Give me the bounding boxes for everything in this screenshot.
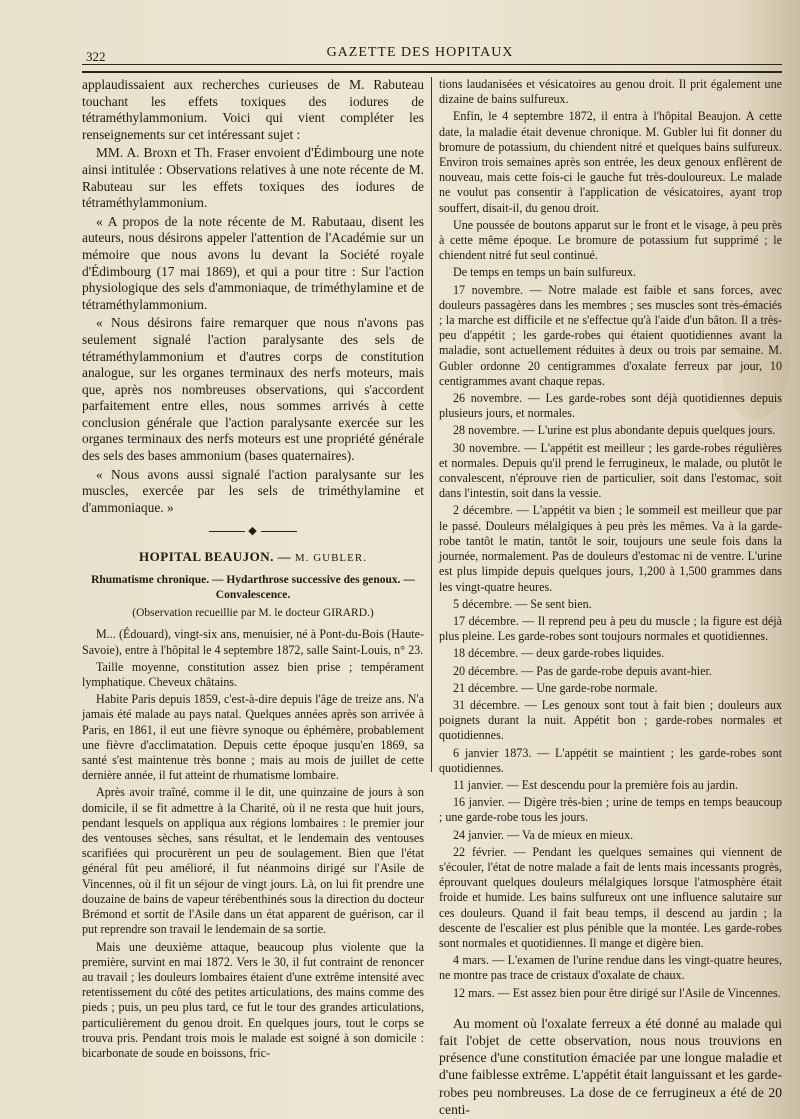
divider-ornament: ◆ <box>248 525 258 538</box>
dated-entry: 24 janvier. — Va de mieux en mieux. <box>453 827 634 842</box>
section-author: M. GUBLER. <box>294 552 367 565</box>
intro-paragraph: « Nous avons aussi signalé l'action paralysante sur les muscles, exercée par les sels de triméthylamine et d'ammoniaque. » <box>82 466 424 515</box>
dated-entry: 2 décembre. — L'appétit va bien ; le sommeil est meilleur que par le passé. Douleurs mélalgiques à peu près les mêmes. Va à la garde-robe tantôt le matin, tantôt le soir, toujours une seule fois dans la journée, normalement. Pas de douleurs d'estomac ni de ventre. L'urine est plus limpide depuis quelques jours, 1,200 à 1,500 grammes dans les vingt-quatre heures. <box>439 503 782 594</box>
dated-entry: 30 novembre. — L'appétit est meilleur ; les garde-robes régulières et normales. Depuis qu'il prend le ferrugineux, le malade, ou plutôt le convalescent, n'éprouve rien de particulier, soit dans l'estomac, soit dans l'intestin, soit dans la vessie. <box>439 440 782 501</box>
dated-entry: 28 novembre. — L'urine est plus abondante depuis quelques jours. <box>453 423 776 438</box>
header-rule-thick <box>82 71 782 73</box>
case-title: Rhumatisme chronique. — Hydarthrose successive des genoux. — Convalescence. <box>91 574 415 602</box>
dated-entry: 16 janvier. — Digère très-bien ; urine de temps en temps beaucoup ; une garde-robe tous les jours. <box>439 795 782 825</box>
page-number: 322 <box>86 49 106 64</box>
divider-line <box>209 531 245 532</box>
dated-entry: 21 décembre. — Une garde-robe normale. <box>453 680 658 695</box>
observation-note: (Observation recueillie par M. le docteur GIRARD.) <box>132 607 374 620</box>
intro-paragraph: « A propos de la note récente de M. Rabutaau, disent les auteurs, nous désirons appeler l'attention de l'Académie sur un mémoire que nous avons lu devant la Société royale d'Édimbourg (17 mai 1869), et qui a pour titre : Sur l'action physiologique des sels d'ammoniaque, de triméthylamine et de tétraméthylammonium. <box>82 213 424 312</box>
dated-entry: 22 février. — Pendant les quelques semaines qui viennent de s'écouler, l'état de notre malade a fait de lents mais incessants progrès, éprouvant quelques douleurs mélalgiques lorsque l'atmosphère était froide et humide. Les bains sulfureux ont une influence salutaire sur ces douleurs. Quand il fait beau temps, il descend au jardin ; la descente de l'escalier est plus pénible que la montée. Les garde-robes sont normales et quotidiennes. Il mange et digère bien. <box>439 844 782 950</box>
dated-entry: 11 janvier. — Est descendu pour la première fois au jardin. <box>453 777 739 792</box>
case-paragraph: tions laudanisées et vésicatoires au genou droit. Il prit également une dizaine de bains sulfureux. <box>439 77 782 107</box>
article-columns <box>82 77 782 1117</box>
dated-entry: 20 décembre. — Pas de garde-robe depuis avant-hier. <box>453 663 712 678</box>
intro-paragraph: MM. A. Broxn et Th. Fraser envoient d'Édimbourg une note ainsi intitulée : Observations relatives à une note récente de M. Rabuteau sur les effets toxiques des iodures de tétraméthylammonium. <box>82 145 424 211</box>
column-separator <box>431 77 432 772</box>
dated-entry: 18 décembre. — deux garde-robes liquides. <box>453 646 665 661</box>
dated-entry: 17 décembre. — Il reprend peu à peu du muscle ; la figure est déjà plus pleine. Les garde-robes sont toujours normales et quotidiennes. <box>439 613 782 644</box>
dated-entry: 17 novembre. — Notre malade est faible et sans forces, avec douleurs passagères dans les membres ; ses muscles sont très-émaciés ; la marche est difficile et ne s'effectue qu'à l'aide d'un bâton. Il a très-peu d'appétit ; les garde-robes qui étaient quotidiennes avant la maladie, sont actuellement réduites à deux ou trois par semaine. M. Gubler ordonne 20 centigrammes d'oxalate ferreux par jour, 10 centigrammes avant chaque repas. <box>439 282 782 388</box>
intro-paragraph: applaudissaient aux recherches curieuses de M. Rabuteau touchant les effets toxiques des iodures de tétraméthylammonium. Voici qui vient compléter les renseignements sur cet intéressant sujet : <box>82 77 424 142</box>
intro-paragraph: « Nous désirons faire remarquer que nous n'avons pas seulement signalé l'action paralysante des sels de tétraméthylammonium et d'autres corps de constitution analogue, sur les organes terminaux des nerfs moteurs, mais que, après nos nombreuses observations, qui s'accordent parfaitement entre elles, nous sommes arrivés à cette conclusion générale que l'action paralysante exercée sur les organes terminaux des nerfs moteurs est une propriété générale des sels des bases ammonium (bases quaternaires). <box>82 315 424 464</box>
dated-entry: 5 décembre. — Se sent bien. <box>453 596 592 611</box>
case-paragraph: M... (Édouard), vingt-six ans, menuisier, né à Pont-du-Bois (Haute-Savoie), entre à l'hôpital le 4 septembre 1872, salle Saint-Louis, n° 23. <box>82 627 424 657</box>
left-column <box>82 77 424 1063</box>
case-paragraph: De temps en temps un bain sulfureux. <box>453 265 637 280</box>
dated-entry: 12 mars. — Est assez bien pour être dirigé sur l'Asile de Vincennes. <box>453 985 781 1000</box>
header-rule <box>82 64 782 65</box>
dated-entry: 6 janvier 1873. — L'appétit se maintient ; les garde-robes sont quotidiennes. <box>439 745 782 775</box>
case-paragraph: Enfin, le 4 septembre 1872, il entra à l'hôpital Beaujon. A cette date, la maladie était devenue chronique. M. Gubler lui fit donner du bromure de potassium, du chiendent nitré et quelques bains sulfureux. Environ trois semaines après son entrée, les deux genoux enflèrent de nouveau, mais cette fois-ci le gauche fut très-douloureux. Le malade ne voulut pas consentir à l'application de vésicatoires, ayant trop souffert, disait-il, du genou droit. <box>439 109 782 215</box>
case-paragraph: Mais une deuxième attaque, beaucoup plus violente que la première, survint en mai 1872. Vers le 30, il fut contraint de renoncer au travail ; les douleurs lombaires étaient d'une extrême intensité avec retentissement du côté des petites articulations, des mains comme des pieds ; puis, un peu plus tard, ce fut le tour des grandes articulations, particulièrement du genou droit. En quelques jours, tout le corps se trouva pris. Pendant trois mois le malade est soigné à son domicile : bicarbonate de soude en boissons, fric- <box>82 939 424 1060</box>
dated-entry: 4 mars. — L'examen de l'urine rendue dans les vingt-quatre heures, ne montre pas trace de cristaux d'oxalate de chaux. <box>439 953 782 983</box>
case-paragraph: Après avoir traîné, comme il le dit, une quinzaine de jours à son domicile, il se fit admettre à la Charité, où il ne resta que huit jours, pendant lesquels on appliqua aux régions lombaires : le premier jour des ventouses sèches, sans résultat, et le lendemain des ventouses scarifiées qui procurèrent un peu de soulagement. Bien que l'état général fût peu amélioré, il fut néanmoins dirigé sur l'Asile de Vincennes, où il fit un séjour de vingt jours. Là, on lui fit prendre une douzaine de bains de vapeur térébenthinés sous la direction du docteur Brémond et sortit de l'Asile dans un état apparent de guérison, car il put reprendre son travail le lendemain de sa sortie. <box>82 785 424 937</box>
case-paragraph: Taille moyenne, constitution assez bien prise ; tempérament lymphatique. Cheveux châtains. <box>82 659 424 690</box>
dated-entry: 31 décembre. — Les genoux sont tout à fait bien ; douleurs aux poignets durant la nuit. Appétit bon ; garde-robes normales et quotidiennes. <box>439 697 782 743</box>
journal-title: GAZETTE DES HOPITAUX <box>326 45 514 60</box>
section-title <box>82 549 424 565</box>
case-paragraph: Habite Paris depuis 1859, c'est-à-dire depuis l'âge de treize ans. N'a jamais été malade au pays natal. Quelques années après son arrivée à Paris, en 1861, il eut une fièvre synoque ou éphémère, probablement une fièvre d'acclimatation. Depuis cette époque jusqu'en 1869, sa santé s'est maintenue très bonne ; mais au mois de juillet de cette dernière année, il fut atteint de rhumatisme lombaire. <box>82 692 424 783</box>
closing-paragraph: Au moment où l'oxalate ferreux a été donné au malade qui fait l'objet de cette observation, nous nous trouvions en présence d'une constitution émaciée par une longue maladie et d'une faiblesse extrême. L'appétit était languissant et les garde-robes peu nombreuses. La dose de ce ferrugineux a été de 20 centi- <box>439 1015 782 1117</box>
divider-line <box>261 531 297 532</box>
section-divider <box>82 524 424 537</box>
dated-entry: 26 novembre. — Les garde-robes sont déjà quotidiennes depuis plusieurs jours, et normales. <box>439 391 782 421</box>
case-paragraph: Une poussée de boutons apparut sur le front et le visage, à peu près à cette même époque. Le bromure de potassium fut supprimé ; le chiendent nitré fut seul continué. <box>439 217 782 263</box>
hospital-name: HOPITAL BEAUJON. — <box>139 549 292 565</box>
right-column <box>439 77 782 1119</box>
